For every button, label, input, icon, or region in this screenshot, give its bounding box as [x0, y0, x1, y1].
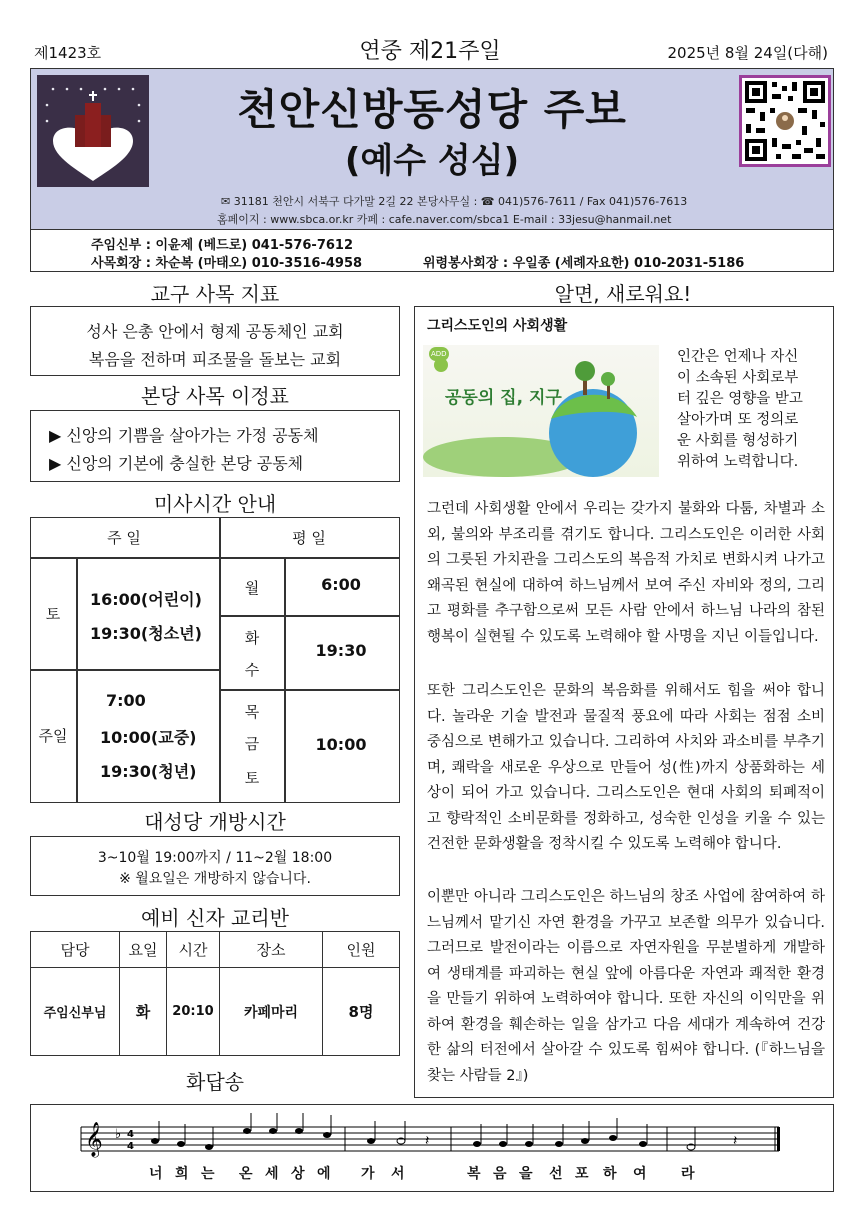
svg-text:𝄽: 𝄽: [425, 1133, 430, 1149]
open-hours-title: 대성당 개방시간: [144, 810, 286, 834]
svg-text:4: 4: [127, 1129, 134, 1140]
earth-illustration: [423, 345, 659, 477]
catechism-header: 장소: [220, 932, 323, 968]
wednesday-label: 수: [244, 661, 260, 679]
catechism-cell: 8명: [323, 968, 400, 1056]
weekday-header: 평 일: [292, 529, 326, 547]
contact-line[interactable]: 홈페이지 : www.sbca.or.kr 카페 : cafe.naver.com/sbca1 E-mail : 33jesu@hanmail.net: [217, 213, 672, 226]
catechism-header: 시간: [167, 932, 220, 968]
monday-label: 월: [244, 579, 260, 597]
catechism-table: [30, 931, 400, 1056]
qr-code-icon[interactable]: [739, 75, 831, 167]
sunday-label: 주일: [38, 727, 68, 745]
tue-wed-time: 19:30: [315, 641, 367, 660]
committee-contact: 위령봉사회장 : 우일종 (세례자요한) 010-2031-5186: [423, 256, 745, 271]
sunday-time: 19:30(청년): [100, 762, 197, 781]
bulletin-title: 천안신방동성당 주보: [237, 85, 627, 134]
catechism-header: 인원: [323, 932, 400, 968]
address-line: ✉ 31181 천안시 서북구 다가말 2길 22 본당사무실 : ☎ 041)576-7611 / Fax 041)576-7613: [221, 195, 688, 208]
psalm-title: 화답송: [186, 1070, 244, 1094]
catechism-header: 요일: [120, 932, 167, 968]
psalm-lyrics: 너 희 는 온 세 상 에 가 서 복 음 을 선 포 하 여 라: [149, 1166, 695, 1182]
parish-line: ▶ 신앙의 기본에 충실한 본당 공동체: [49, 454, 304, 473]
mass-title: 미사시간 안내: [153, 492, 277, 516]
sunday-time: 10:00(교중): [100, 728, 197, 747]
article-paragraph: 이뿐만 아니라 그리스도인은 하느님의 창조 사업에 참여하여 하느님께서 맡기신 자연 환경을 가꾸고 보존할 의무가 있습니다. 그러므로 발전이라는 이름으로 자연자원을 무분별하게 개발하여 생태계를 파괴하는 현실 앞에 아름다운 자연과 쾌적한 환경을 만들기 위하여 노력하여야 합니다. 또한 자신의 이익만을 위하여 환경을 훼손하는 일을 삼가고 다음 세대가 계속하여 건강한 삶의 터전에서 살아갈 수 있도록 힘써야 합니다. (『하느님을 찾는 사람들 2』): [427, 889, 825, 1084]
saturday-label: 토: [45, 605, 61, 623]
saturday-weekday-label: 토: [244, 769, 260, 787]
svg-text:4: 4: [127, 1141, 134, 1152]
image-badge: ADD: [429, 347, 449, 361]
article-paragraph: 그런데 사회생활 안에서 우리는 갖가지 불화와 다툼, 차별과 소외, 불의와 부조리를 겪기도 합니다. 그리스도인은 이러한 사회의 그릇된 가치관을 그리스도의 복음적 가치로 변화시켜 나가고 왜곡된 현실에 대하여 하느님께서 보여 주신 자비와 정의, 그리고 평화를 추구함으로써 모든 사람 안에서 하느님 나라의 참된 행복이 실현될 수 있도록 노력해야 할 사명을 지닌 이들입니다.: [427, 501, 825, 645]
mission-line: 복음을 전하며 피조물을 돌보는 교회: [88, 350, 342, 369]
mass-schedule: [30, 517, 400, 801]
article-section-title: 알면, 새로워요!: [554, 282, 692, 306]
friday-label: 금: [244, 735, 260, 753]
mission-title: 교구 사목 지표: [150, 282, 280, 306]
monday-time: 6:00: [321, 575, 361, 594]
svg-text:𝄽: 𝄽: [733, 1133, 738, 1149]
catechism-cell: 화: [120, 968, 167, 1056]
open-hours-line: 3~10월 19:00까지 / 11~2월 18:00: [97, 850, 333, 866]
bulletin-subtitle: (예수 성심): [344, 141, 520, 181]
staff-contacts: [30, 229, 834, 272]
article-box: [414, 306, 834, 1098]
parish-title: 본당 사목 이정표: [141, 384, 289, 408]
liturgical-week: 연중 제21주일: [359, 39, 501, 64]
thursday-label: 목: [244, 703, 260, 721]
open-hours-box: [30, 836, 400, 896]
pastor-contact: 주임신부 : 이윤제 (베드로) 041-576-7612: [91, 238, 354, 253]
psalm-score: [30, 1104, 834, 1192]
sunday-header: 주 일: [107, 529, 141, 547]
tuesday-label: 화: [244, 629, 260, 647]
sunday-time: 7:00: [106, 691, 146, 710]
parish-line: ▶ 신앙의 기쁨을 살아가는 가정 공동체: [49, 426, 319, 445]
catechism-title: 예비 신자 교리반: [141, 906, 289, 930]
president-contact: 사목회장 : 차순복 (마태오) 010-3516-4958: [91, 256, 363, 271]
intro-text: 인간은 언제나 자신 이 소속된 사회로부 터 깊은 영향을 받고 살아가며 또 정의로 운 사회를 형성하기 위하여 노력합니다.: [677, 349, 803, 470]
article-paragraph: 또한 그리스도인은 문화의 복음화를 위해서도 힘을 써야 합니다. 놀라운 기술 발전과 물질적 풍요에 따라 사회는 점점 소비 중심으로 변해가고 있습니다. 그리하여 사치와 과소비를 부추기며, 쾌락을 새로운 우상으로 만들어 성(性)까지 상품화하는 세상이 되어 가고 있습니다. 그리스도인은 현대 사회의 퇴폐적이고 향락적인 소비문화를 정화하고, 성숙한 인성을 키울 수 있는 건전한 문화생활을 정착시킬 수 있도록 노력해야 합니다.: [427, 683, 825, 852]
mission-box: [30, 306, 400, 376]
header-banner: [30, 68, 834, 230]
image-caption: 공동의 집, 지구: [445, 388, 562, 408]
open-hours-note: ※ 월요일은 개방하지 않습니다.: [119, 871, 311, 887]
svg-text:♭: ♭: [115, 1127, 122, 1142]
earth-globe-icon: [423, 345, 659, 477]
thu-fri-sat-time: 10:00: [315, 735, 367, 754]
article-title: 그리스도인의 사회생활: [427, 318, 568, 334]
saturday-time: 16:00(어린이): [90, 590, 202, 609]
saturday-time: 19:30(청소년): [90, 624, 202, 643]
envelope-icon: ✉: [221, 195, 234, 208]
mission-line: 성사 은총 안에서 형제 공동체인 교회: [86, 322, 344, 341]
svg-text:𝄞: 𝄞: [85, 1122, 103, 1157]
catechism-header: 담당: [31, 932, 120, 968]
issue-date: 2025년 8월 24일(다해): [667, 44, 828, 62]
parish-box: [30, 410, 400, 482]
catechism-cell: 카페마리: [220, 968, 323, 1056]
catechism-cell: 20:10: [167, 968, 220, 1056]
issue-number: 제1423호: [34, 44, 102, 62]
catechism-cell: 주임신부님: [31, 968, 120, 1056]
